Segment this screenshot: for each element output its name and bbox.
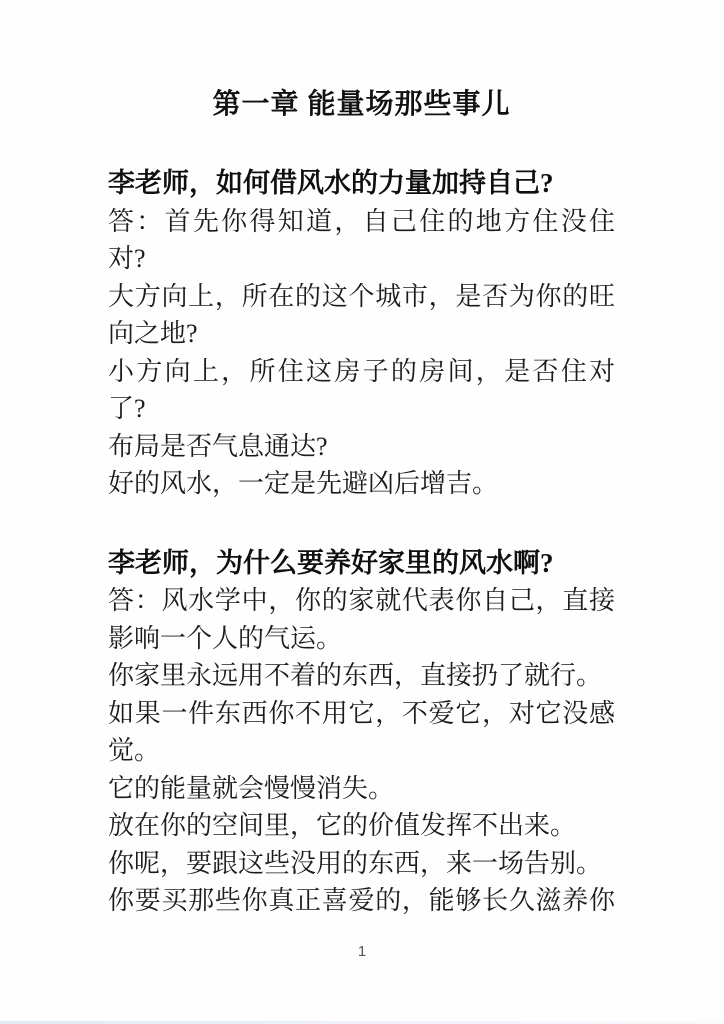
text-line: 向之地? — [108, 319, 198, 348]
text-line: 你要买那些你真正喜爱的，能够长久滋养你 — [108, 886, 615, 915]
body-text — [108, 165, 615, 920]
chapter-title: 第一章 能量场那些事儿 — [212, 89, 511, 120]
question-heading: 李老师，如何借风水的力量加持自己? — [108, 168, 554, 198]
page-content — [0, 85, 724, 920]
text-line: 如果一件东西你不用它，不爱它，对它没感 — [108, 698, 615, 728]
text-line: 觉。 — [108, 736, 161, 765]
page-number: 1 — [357, 943, 367, 960]
text-line: 答：首先你得知道，自己住的地方住没住 — [108, 206, 615, 236]
text-line: 你家里永远用不着的东西，直接扔了就行。 — [108, 661, 603, 690]
question-heading: 李老师，为什么要养好家里的风水啊? — [108, 547, 554, 578]
text-line: 了? — [108, 394, 146, 423]
qa-section — [108, 545, 615, 920]
text-line: 布局是否气息通达? — [108, 431, 328, 461]
text-line: 小方向上，所住这房子的房间，是否住对 — [108, 356, 615, 386]
text-line: 答：风水学中，你的家就代表你自己，直接 — [108, 586, 615, 615]
text-line: 你呢，要跟这些没用的东西，来一场告别。 — [108, 848, 603, 878]
text-line: 对? — [108, 244, 146, 273]
text-line: 好的风水，一定是先避凶后增吉。 — [108, 469, 499, 498]
text-line: 影响一个人的气运。 — [108, 623, 343, 653]
qa-section — [108, 165, 615, 503]
text-line: 大方向上，所在的这个城市，是否为你的旺 — [108, 281, 615, 311]
text-line: 放在你的空间里，它的价值发挥不出来。 — [108, 811, 577, 840]
text-line: 它的能量就会慢慢消失。 — [108, 773, 395, 803]
